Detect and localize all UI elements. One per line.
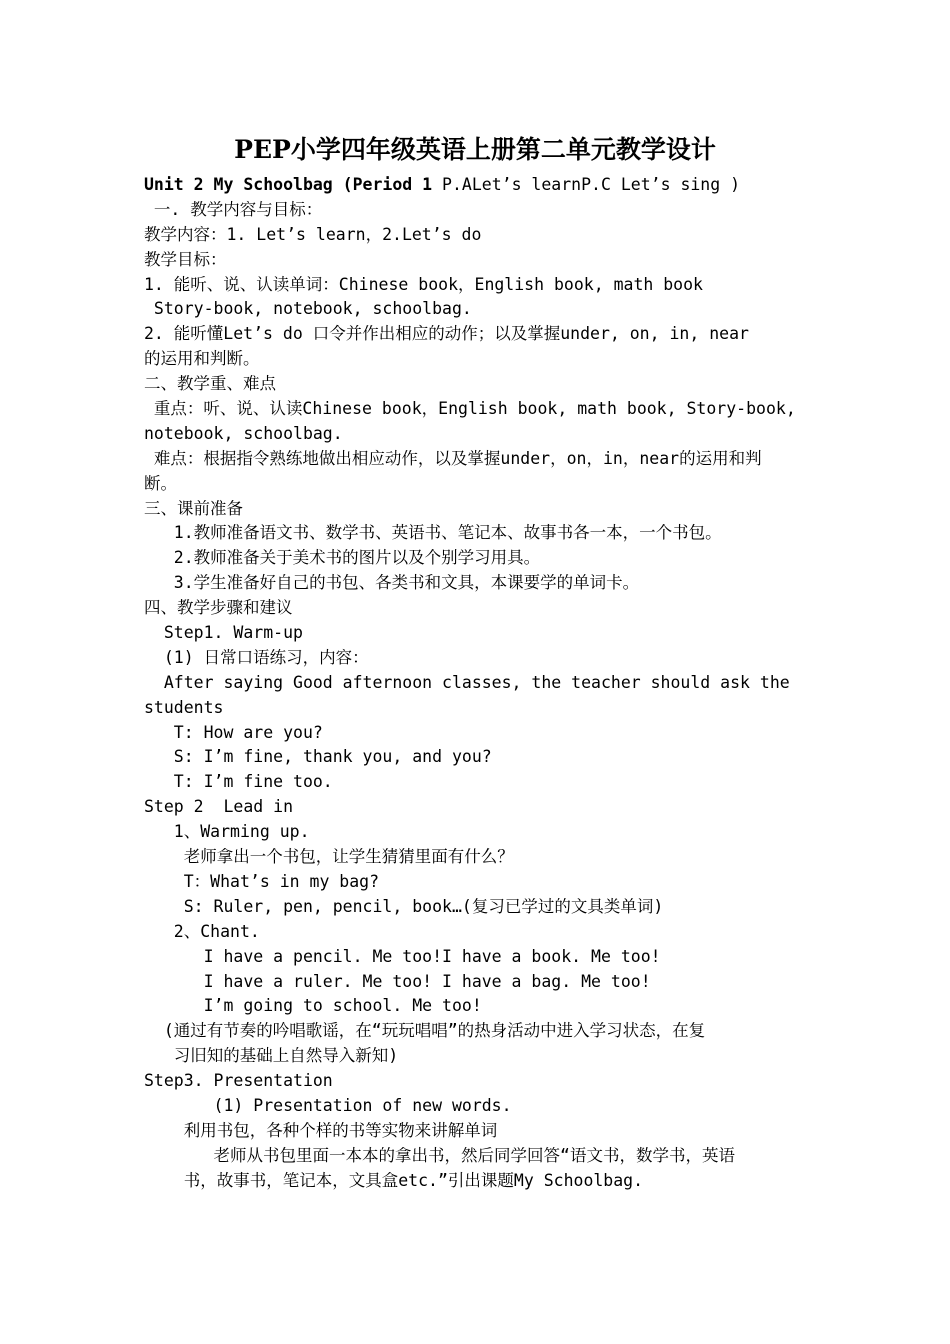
text-line: (1) Presentation of new words. (144, 1095, 512, 1115)
text-line: 2. 能听懂Let’s do 口令并作出相应的动作；以及掌握under, on, in, near (144, 324, 749, 344)
unit-heading-bold: Unit 2 My Schoolbag (Period 1 (144, 175, 433, 194)
text-line: 2、Chant. (144, 921, 260, 941)
document-body (144, 173, 824, 1194)
text-line: T: I’m fine too. (144, 772, 333, 792)
text-line: notebook, schoolbag. (144, 423, 343, 443)
text-line: S: I’m fine, thank you, and you? (144, 747, 492, 767)
text-line: 老师拿出一个书包，让学生猜猜里面有什么？ (144, 847, 514, 867)
text-line: 1. 能听、说、认读单词：Chinese book，English book, math book (144, 274, 703, 294)
text-line: S: Ruler, pen, pencil, book…(复习已学过的文具类单词) (144, 896, 664, 916)
unit-heading-rest: P.ALet’s learnP.C Let’s sing ) (432, 175, 741, 194)
text-line: 重点：听、说、认读Chinese book，English book, math book, Story-book, (144, 399, 796, 419)
text-line: 难点：根据指令熟练地做出相应动作，以及掌握under，on，in，near的运用和判 (144, 448, 762, 468)
text-line: I have a ruler. Me too! I have a bag. Me too! (144, 971, 651, 991)
text-line: Story-book, notebook, schoolbag. (144, 299, 472, 319)
text-line: 教学内容：1. Let’s learn，2.Let’s do (144, 224, 482, 244)
text-line: After saying Good afternoon classes, the teacher should ask the (144, 672, 790, 692)
text-line: 3.学生准备好自己的书包、各类书和文具，本课要学的单词卡。 (144, 573, 640, 593)
text-line: 一. 教学内容与目标： (144, 199, 323, 219)
text-line: Step3. Presentation (144, 1071, 333, 1091)
text-line: 教学目标： (144, 249, 227, 269)
text-line: 老师从书包里面一本本的拿出书，然后同学回答“语文书，数学书，英语 (144, 1145, 735, 1165)
text-line: (1) 日常口语练习，内容： (144, 647, 369, 667)
text-line: 二、教学重、难点 (144, 374, 276, 394)
text-line: 三、课前准备 (144, 498, 243, 518)
text-line: 习旧知的基础上自然导入新知) (144, 1046, 399, 1066)
text-line: 四、教学步骤和建议 (144, 598, 293, 618)
text-line: 1.教师准备语文书、数学书、英语书、笔记本、故事书各一本，一个书包。 (144, 523, 722, 543)
text-line: I’m going to school. Me too! (144, 996, 482, 1016)
text-line: 利用书包，各种个样的书等实物来讲解单词 (144, 1120, 498, 1140)
text-line: 2.教师准备关于美术书的图片以及个别学习用具。 (144, 548, 541, 568)
text-line: 的运用和判断。 (144, 349, 260, 369)
text-line: Step 2 Lead in (144, 797, 294, 817)
text-line: 书，故事书，笔记本，文具盒etc.”引出课题My Schoolbag. (144, 1170, 644, 1190)
text-line: Step1. Warm-up (144, 623, 303, 643)
document-title: PEP小学四年级英语上册第二单元教学设计 (234, 135, 716, 164)
text-line: T: How are you? (144, 722, 323, 742)
unit-heading (144, 173, 824, 198)
text-line: students (144, 697, 224, 717)
text-line: I have a pencil. Me too!I have a book. Me too! (144, 946, 661, 966)
text-line: 断。 (144, 473, 177, 493)
text-line: 1、Warming up. (144, 822, 310, 842)
text-line: T：What’s in my bag? (144, 871, 380, 891)
text-line: (通过有节奏的吟唱歌谣，在“玩玩唱唱”的热身活动中进入学习状态，在复 (144, 1021, 706, 1041)
